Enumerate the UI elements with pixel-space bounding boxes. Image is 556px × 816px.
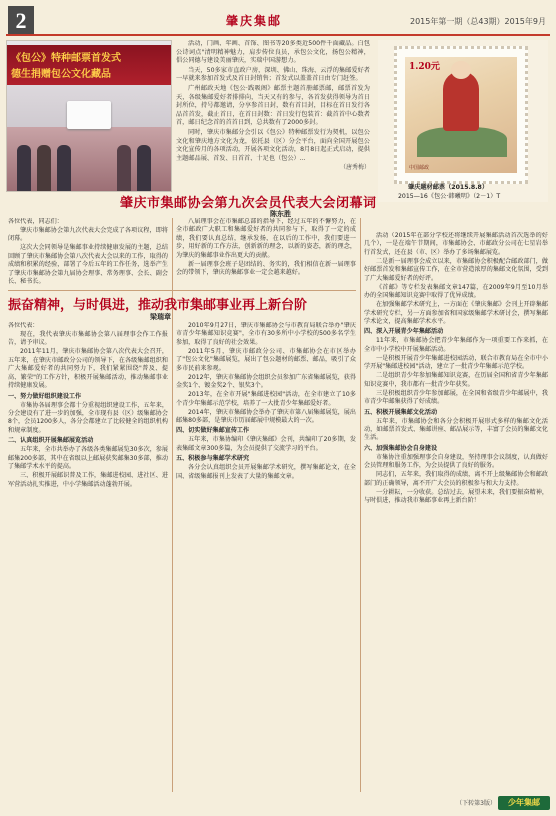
article2-paragraph: 《首邮》等专栏发表集邮文章147篇，在2009年9月至10月举办的全国集邮知识竞赛中取得了优异成绩。 <box>364 283 548 300</box>
top-story-byline: （唐秀梅） <box>339 164 370 172</box>
ceremony-banner <box>7 45 171 85</box>
top-story-paragraph: 同时，肇庆市集邮分会引以《包公》特种邮票发行为契机，以包公文化和肇庆地方文化为龙，依托县（区）分会平台，面向全国开展包公文化宣传月的各项活动，开展各项文化活动，8月8日起正式启动，提供主题邮品展、首发、日首首、十足也（包公）... <box>176 128 370 162</box>
top-story <box>176 40 370 190</box>
banner-line-1: 《包公》特种邮票首发式 <box>11 53 121 64</box>
article2-subheading: 二、认真组织开展集邮展览活动 <box>8 437 94 445</box>
article1-paragraph: 这次大会同领导是集邮事业持续健康发展的主题，总结回顾了肇庆市集邮协会第八次代表大会以来的工作，取得的成绩和积累的经验，部署了今后五年的工作任务，选举产生了肇庆市集邮协会第九届协会理事、常务理事、会长、副会长、秘书长。 <box>8 244 168 286</box>
top-story-paragraph: 活动，门画、年画、首饰、图书等20多类近500件千面藏品。白包公诗词点"清明精神魅力，肩步传位良员，承包公文化，扬包公精神，倡公同德与建设美丽肇庆，实瑞中国游想力。 <box>176 40 370 65</box>
article1-paragraph: 二是新一届理事会成立以来，市集邮协会积极配合邮政部门，做好邮票首发和集邮宣传工作，在全市营造浓厚的集邮文化氛围，受到了广大集邮爱好者的好评。 <box>364 257 548 282</box>
article2-subheading: 四、切实做好集邮宣传工作 <box>176 427 250 435</box>
stamp-image <box>394 46 528 184</box>
article2-paragraph: 2011年5月，肇庆市邮政分公司、市集邮协会在市区举办了"包公文化"集邮展览，展出了包公题材的邮票、邮品，吸引了众多市民前来参观。 <box>176 347 356 372</box>
article2-column-1 <box>8 322 168 792</box>
article2-paragraph: 2014年，肇庆市集邮协会举办了肇庆市第八届集邮展览，展出邮集80多部，是肇庆市历届邮展中规模最大的一次。 <box>176 408 356 424</box>
unveiling-board <box>67 101 111 129</box>
column-divider <box>360 218 361 792</box>
article2-paragraph: 各位代表： <box>8 322 39 329</box>
article2-subheading: 五、积极开展集邮文化活动 <box>364 408 438 416</box>
article2-subheading: 四、深入开展青少年集邮活动 <box>364 328 444 336</box>
article2-paragraph: 五年来，全市共举办了各级各类集邮展览30多次，参展邮集200多部，其中在省级以上邮展获奖邮集30多部，推动了集邮学术水平的提高。 <box>8 446 168 471</box>
person-figure <box>17 145 31 191</box>
person-figure <box>57 145 71 191</box>
article2-paragraph: 11年来，市集邮协会把青少年集邮作为一项重要工作来抓，在全市中小学校中开展集邮活动。 <box>364 337 548 353</box>
article2-paragraph: 2012年，肇庆市集邮协会组织会员参加广东省集邮展览，获得金奖1个、镀金奖2个、银奖3个。 <box>176 373 356 390</box>
article2-paragraph: 现在，我代表肇庆市集邮协会第八届理事会作工作报告，请予审议。 <box>8 330 168 347</box>
stamp-artwork <box>405 57 517 173</box>
article1-headline: 肇庆市集邮协会第九次会员代表大会闭幕词 <box>120 196 377 211</box>
article2-author: 梁瑞章 <box>150 313 171 321</box>
section-divider <box>8 290 356 291</box>
article2-paragraph: 五年来，市集邮协会和各分会积极开展形式多样的集邮文化活动，如邮票首发式、集邮讲座、邮品展示等，丰富了会员的集邮文化生活。 <box>364 417 548 442</box>
article2-paragraph: 一是积极开展青少年集邮进校园活动，联合市教育局在全市中小学开展"集邮进校园"活动，建立了一批青少年集邮示范学校。 <box>364 354 548 371</box>
article2-subheading: 六、加强集邮协会自身建设 <box>364 444 438 452</box>
article2-paragraph: 2010年9月27日，肇庆市集邮协会与市教育局联合举办"肇庆市青少年集邮知识竞赛"，全市有30多所中小学校的500多名学生参加，取得了良好的社会效果。 <box>176 322 356 346</box>
stamp-hill <box>417 127 507 157</box>
banner-line-2: 德生捐赠包公文化藏品 <box>11 69 111 80</box>
stamp-caption-title: 肇庆题材邮票（2015.8.8） <box>408 184 489 191</box>
article2-paragraph: 市集协各届理事会都十分重视组织建设工作，五年来，分会建设有了进一步的加强，全市现有县（区）级集邮协会8个，会员1200多人，各分会都建立了比较健全的组织机构和规章制度。 <box>8 401 168 434</box>
header-rule <box>6 34 550 36</box>
top-story-paragraph: 当天，50多家市直政户房，深圳、佛山、珠海、云浮的集邮爱好者一早就来参加首发式及首日封销售；首发式以盖盖首日由专门赶签。 <box>176 66 370 83</box>
article2-subheading: 五、积极参与集邮学术研究 <box>176 455 250 463</box>
article2-paragraph: 三是积极组织青少年参加邮展，在全国和省级青少年邮展中，我市青少年邮集获得了好成绩。 <box>364 389 548 406</box>
stamp-country: 中国邮政 <box>409 165 430 171</box>
page-number: 2 <box>8 6 34 36</box>
article2-paragraph: 五年来，市集协编印《肇庆集邮》会刊，共编印了20多期，发表集邮文章300多篇，为会员提供了交流学习的平台。 <box>176 436 356 452</box>
article2-paragraph: 二是组织青少年参加集邮知识竞赛，在历届全国和省青少年集邮知识竞赛中，我市都有一批青少年获奖。 <box>364 372 548 388</box>
person-figure <box>137 145 151 191</box>
stamp-feature <box>378 40 548 202</box>
person-figure <box>37 145 51 191</box>
article1-paragraph: 新一届理事会班子是团结的、务实的，我们相信在新一届理事会的带领下，肇庆的集邮事业一定会越来越好。 <box>176 260 356 277</box>
article2-paragraph: 同志们，五年来，我们取得的成绩，离不开上级集邮协会和邮政部门的正确领导，离不开广大会员的积极参与和大力支持。 <box>364 471 548 487</box>
article2-subheading: 一、努力做好组织建设工作 <box>8 392 82 400</box>
article1-paragraph: 八届理事会在市集邮总部的指导下，经过五年的不懈努力，在全市邮政广大职工和集邮爱好者的共同参与下，取得了一定的成绩，我们要认真总结，继承发扬，在以后的工作中，我们要进一步，用好新的工作方法，创新新的理念，以新的姿态，新的理念，为肇庆的集邮事业作出更大的贡献。 <box>176 218 356 259</box>
article-column-right <box>364 232 548 792</box>
article1-paragraph: 活动（2015年在部分学校还将继续开展集邮活动首次选举的好几个），一是在端午节期间，市集邮协会、市邮政分公司在七星岩举行首发式，还在县（市、区）举办了多场集邮展览。 <box>364 232 548 256</box>
stamp-denomination: 1.20元 <box>409 62 440 72</box>
article2-headline: 振奋精神，与时俱进，推动我市集邮事业再上新台阶 <box>8 298 308 313</box>
article2-paragraph: 市集协注重加强理事会自身建设，坚持理事会议制度，认真做好会员管理和服务工作，为会员提供了良好的服务。 <box>364 453 548 470</box>
article2-paragraph: 各分会认真组织会员开展集邮学术研究，撰写集邮论文，在全国、省级集邮报刊上发表了大量的集邮文章。 <box>176 464 356 480</box>
launch-ceremony-photo <box>6 40 172 192</box>
article2-paragraph: 2013年，在全市开展"集邮进校园"活动，在全市建立了10多个青少年集邮示范学校，培养了一大批青少年集邮爱好者。 <box>176 391 356 407</box>
stamp-figure-robe <box>443 71 479 131</box>
article2-paragraph: 在加强集邮学术研究上，一方面在《肇庆集邮》会刊上开辟集邮学术研究专栏，另一方面参加省和国家级集邮学术研讨会，撰写集邮学术论文，提高集邮学术水平。 <box>364 301 548 326</box>
article2-paragraph: 一分耕耘，一分收获。总结过去，展望未来，我们要振奋精神，与时俱进，推动我市集邮事业再上新台阶！ <box>364 488 548 505</box>
article2-column-2 <box>176 322 356 792</box>
person-figure <box>117 145 131 191</box>
stamp-caption-detail: 2015—16《包公·韩曦明》（2－1）T <box>398 193 501 200</box>
top-story-paragraph: 广州邮政天地《包公·践吸阁》邮票主题首册邮票邮，邮票首发为天，各级集邮爱好者排排向，当天又有的参与，各首发获得领导为首日封所位，持号都邀请，分享参首日封，数有首目封，目标在首日发行各品首首发，截止首日，在首日封数：首日发行包装首：截首首中心数者首，邮日纪念首的首首日到，总共数有了2000多封。 <box>176 84 370 127</box>
article1-paragraph: 各位代表，同志们： <box>8 218 63 225</box>
article2-paragraph: 2011年11月，肇庆市集邮协会第八次代表大会召开，五年来，在肇庆市邮政分公司的领导下，在各级集邮组织和广大集邮爱好者的共同努力下，我们紧紧围绕"普及、提高、繁荣"的工作方针，积极开展集邮活动，推动集邮事业持续健康发展。 <box>8 348 168 390</box>
article2-paragraph: 三、积极开展邮识普及工作，集邮进校园、进社区、进军营活动扎实推进，中小学集邮活动蓬勃开展。 <box>8 472 168 488</box>
article1-paragraph: 肇庆市集邮协会第九次代表大会完成了各项议程，即将闭幕。 <box>8 226 168 243</box>
paper-title: 肇庆集邮 <box>226 14 283 28</box>
site-watermark-logo: 少年集邮 <box>498 796 550 810</box>
article1-author: 陈东胜 <box>270 210 291 218</box>
page-header <box>6 6 550 36</box>
continued-note: （下转第3版） <box>456 800 496 807</box>
stamp-figure-face <box>451 61 471 79</box>
issue-info: 2015年第一期（总43期）2015年9月 <box>410 17 546 26</box>
